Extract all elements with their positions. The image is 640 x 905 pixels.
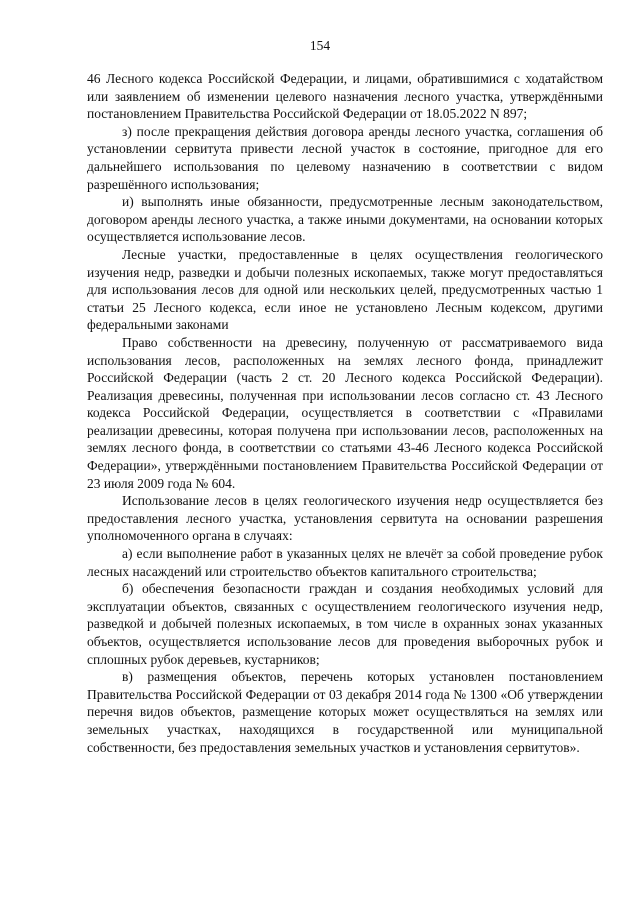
paragraph: 46 Лесного кодекса Российской Федерации, и лицами, обратившимися с ходатайством или заявлением об изменении целевого назначения лесного участка, утверждёнными постановлением Правительства Российской Федерации от 18.05.2022 N 897;: [87, 71, 603, 122]
page-number: 154: [309, 38, 331, 53]
paragraph: Использование лесов в целях геологического изучения недр осуществляется без предоставления лесного участка, установления сервитута на основании разрешения уполномоченного органа в случаях:: [87, 493, 603, 544]
paragraph: з) после прекращения действия договора аренды лесного участка, соглашения об установлении сервитута привести лесной участок в состояние, пригодное для его дальнейшего использования по целевому назначению в соответствии с видом разрешённого использования;: [87, 123, 603, 192]
paragraph: и) выполнять иные обязанности, предусмотренные лесным законодательством, договором аренды лесного участка, а также иными документами, на основании которых осуществляется использование лесов.: [87, 194, 603, 245]
paragraph: а) если выполнение работ в указанных целях не влечёт за собой проведение рубок лесных насаждений или строительство объектов капитального строительства;: [87, 546, 603, 579]
paragraph: Лесные участки, предоставленные в целях осуществления геологического изучения недр, разведки и добычи полезных ископаемых, также могут предоставляться для использования лесов для одной или нескольких целей, предусмотренных частью 1 статьи 25 Лесного кодекса, если иное не установлено Лесным кодексом, другими федеральными законами: [87, 246, 603, 333]
paragraph: б) обеспечения безопасности граждан и создания необходимых условий для эксплуатации объектов, связанных с осуществлением геологического изучения недр, разведкой и добычей полезных ископаемых, в том числе в охранных зонах указанных объектов, осуществляется использование лесов для проведения выборочных рубок и сплошных рубок деревьев, кустарников;: [87, 581, 603, 667]
paragraph: в) размещения объектов, перечень которых установлен постановлением Правительства Российской Федерации от 03 декабря 2014 года № 1300 «Об утверждении перечня видов объектов, размещение которых может осуществляться на землях или земельных участках, находящихся в государственной или муниципальной собственности, без предоставления земельных участков и установления сервитутов».: [87, 669, 603, 755]
paragraph: Право собственности на древесину, полученную от рассматриваемого вида использования лесов, расположенных на землях лесного фонда, принадлежит Российской Федерации (часть 2 ст. 20 Лесного кодекса Российской Федерации). Реализация древесины, полученная при использовании лесов согласно ст. 43 Лесного кодекса Российской Федерации, осуществляется в соответствии с «Правилами реализации древесины, которая получена при использовании лесов, расположенных на землях лесного фонда, в соответствии со статьями 43-46 Лесного кодекса Российской Федерации», утверждёнными постановлением Правительства Российской Федерации от 23 июля 2009 года № 604.: [87, 334, 603, 491]
document-body: [87, 70, 603, 756]
